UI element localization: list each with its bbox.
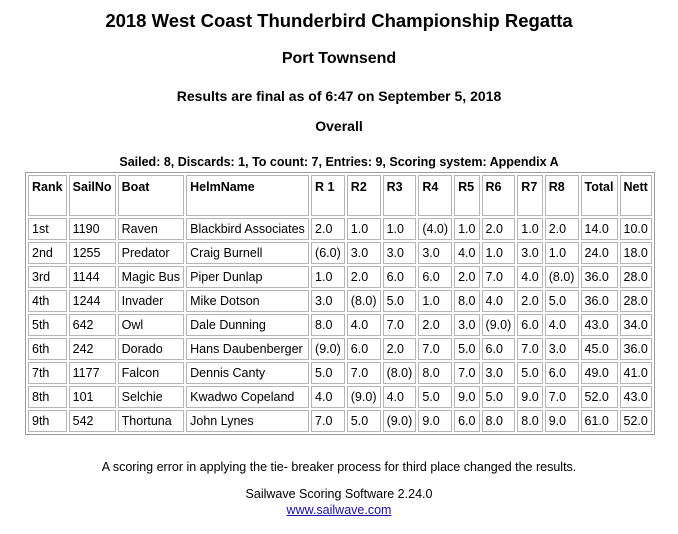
cell-r8: 7.0: [545, 386, 579, 408]
cell-r8: 4.0: [545, 314, 579, 336]
cell-sailno: 1244: [69, 290, 116, 312]
cell-r1: 5.0: [311, 362, 345, 384]
cell-r2: (8.0): [347, 290, 381, 312]
cell-r7: 1.0: [517, 218, 542, 240]
cell-helmname: Blackbird Associates: [186, 218, 309, 240]
results-body: [28, 218, 652, 432]
header-rank: Rank: [28, 175, 67, 216]
cell-total: 24.0: [581, 242, 618, 264]
cell-r4: 5.0: [418, 386, 452, 408]
header-r3: R3: [383, 175, 417, 216]
cell-r5: 9.0: [454, 386, 479, 408]
cell-r6: 6.0: [482, 338, 516, 360]
cell-r5: 3.0: [454, 314, 479, 336]
cell-helmname: Craig Burnell: [186, 242, 309, 264]
cell-r1: (9.0): [311, 338, 345, 360]
header-r1: R 1: [311, 175, 345, 216]
cell-sailno: 242: [69, 338, 116, 360]
cell-r2: 2.0: [347, 266, 381, 288]
cell-total: 43.0: [581, 314, 618, 336]
cell-r8: 6.0: [545, 362, 579, 384]
cell-r8: (8.0): [545, 266, 579, 288]
cell-r3: 3.0: [383, 242, 417, 264]
cell-sailno: 1144: [69, 266, 116, 288]
cell-r2: 4.0: [347, 314, 381, 336]
cell-r5: 1.0: [454, 218, 479, 240]
cell-r8: 2.0: [545, 218, 579, 240]
cell-r6: 5.0: [482, 386, 516, 408]
cell-sailno: 1255: [69, 242, 116, 264]
cell-boat: Owl: [118, 314, 184, 336]
table-row: [28, 218, 652, 240]
cell-r8: 9.0: [545, 410, 579, 432]
cell-boat: Invader: [118, 290, 184, 312]
table-row: [28, 242, 652, 264]
cell-sailno: 1177: [69, 362, 116, 384]
table-row: [28, 338, 652, 360]
header-r4: R4: [418, 175, 452, 216]
cell-r4: 1.0: [418, 290, 452, 312]
cell-r2: 3.0: [347, 242, 381, 264]
cell-sailno: 642: [69, 314, 116, 336]
cell-boat: Selchie: [118, 386, 184, 408]
cell-total: 45.0: [581, 338, 618, 360]
results-table: [25, 172, 655, 435]
cell-helmname: Dennis Canty: [186, 362, 309, 384]
cell-r1: 3.0: [311, 290, 345, 312]
cell-r6: 3.0: [482, 362, 516, 384]
cell-r4: 8.0: [418, 362, 452, 384]
scoring-summary: Sailed: 8, Discards: 1, To count: 7, Entries: 9, Scoring system: Appendix A: [119, 155, 559, 169]
cell-r2: 6.0: [347, 338, 381, 360]
header-r5: R5: [454, 175, 479, 216]
cell-nett: 41.0: [620, 362, 653, 384]
cell-rank: 7th: [28, 362, 67, 384]
table-row: [28, 410, 652, 432]
cell-r7: 2.0: [517, 290, 542, 312]
cell-r4: 2.0: [418, 314, 452, 336]
header-boat: Boat: [118, 175, 184, 216]
cell-total: 61.0: [581, 410, 618, 432]
cell-nett: 52.0: [620, 410, 653, 432]
header-r7: R7: [517, 175, 542, 216]
cell-total: 36.0: [581, 266, 618, 288]
header-total: Total: [581, 175, 618, 216]
header-r6: R6: [482, 175, 516, 216]
header-r2: R2: [347, 175, 381, 216]
cell-sailno: 1190: [69, 218, 116, 240]
cell-r6: 2.0: [482, 218, 516, 240]
cell-r3: (9.0): [383, 410, 417, 432]
cell-boat: Falcon: [118, 362, 184, 384]
cell-r1: 1.0: [311, 266, 345, 288]
results-status: Results are final as of 6:47 on September 5, 2018: [176, 88, 502, 104]
section-heading: Overall: [315, 118, 363, 134]
cell-helmname: Kwadwo Copeland: [186, 386, 309, 408]
cell-total: 36.0: [581, 290, 618, 312]
cell-r4: 9.0: [418, 410, 452, 432]
cell-helmname: Hans Daubenberger: [186, 338, 309, 360]
scoring-note: A scoring error in applying the tie- breaker process for third place changed the results.: [101, 460, 577, 474]
cell-r3: 6.0: [383, 266, 417, 288]
cell-helmname: Dale Dunning: [186, 314, 309, 336]
cell-r8: 5.0: [545, 290, 579, 312]
cell-r3: (8.0): [383, 362, 417, 384]
cell-r2: (9.0): [347, 386, 381, 408]
cell-nett: 43.0: [620, 386, 653, 408]
cell-nett: 18.0: [620, 242, 653, 264]
cell-r5: 4.0: [454, 242, 479, 264]
cell-r3: 4.0: [383, 386, 417, 408]
cell-rank: 4th: [28, 290, 67, 312]
cell-r6: 1.0: [482, 242, 516, 264]
cell-r8: 3.0: [545, 338, 579, 360]
table-row: [28, 362, 652, 384]
cell-r2: 5.0: [347, 410, 381, 432]
cell-r7: 4.0: [517, 266, 542, 288]
table-header-row: [28, 175, 652, 216]
cell-nett: 34.0: [620, 314, 653, 336]
cell-boat: Magic Bus: [118, 266, 184, 288]
cell-rank: 9th: [28, 410, 67, 432]
cell-helmname: Mike Dotson: [186, 290, 309, 312]
cell-r7: 8.0: [517, 410, 542, 432]
table-row: [28, 266, 652, 288]
cell-r1: 8.0: [311, 314, 345, 336]
website-link-container: [0, 503, 678, 517]
header-helmname: HelmName: [186, 175, 309, 216]
cell-r1: 7.0: [311, 410, 345, 432]
cell-r7: 5.0: [517, 362, 542, 384]
cell-rank: 5th: [28, 314, 67, 336]
cell-r6: 7.0: [482, 266, 516, 288]
sailwave-link[interactable]: www.sailwave.com: [286, 503, 392, 517]
cell-r6: (9.0): [482, 314, 516, 336]
cell-r3: 2.0: [383, 338, 417, 360]
cell-r6: 4.0: [482, 290, 516, 312]
cell-r4: 3.0: [418, 242, 452, 264]
cell-sailno: 542: [69, 410, 116, 432]
cell-r3: 5.0: [383, 290, 417, 312]
cell-nett: 28.0: [620, 266, 653, 288]
cell-r7: 6.0: [517, 314, 542, 336]
cell-r4: (4.0): [418, 218, 452, 240]
cell-r3: 7.0: [383, 314, 417, 336]
cell-r7: 7.0: [517, 338, 542, 360]
header-r8: R8: [545, 175, 579, 216]
cell-r5: 8.0: [454, 290, 479, 312]
cell-r3: 1.0: [383, 218, 417, 240]
cell-helmname: Piper Dunlap: [186, 266, 309, 288]
cell-r4: 7.0: [418, 338, 452, 360]
cell-total: 49.0: [581, 362, 618, 384]
cell-r6: 8.0: [482, 410, 516, 432]
cell-helmname: John Lynes: [186, 410, 309, 432]
cell-total: 52.0: [581, 386, 618, 408]
cell-r1: (6.0): [311, 242, 345, 264]
cell-rank: 3rd: [28, 266, 67, 288]
header-nett: Nett: [620, 175, 653, 216]
cell-rank: 8th: [28, 386, 67, 408]
table-row: [28, 386, 652, 408]
venue-heading: Port Townsend: [281, 50, 397, 67]
cell-r5: 5.0: [454, 338, 479, 360]
cell-r8: 1.0: [545, 242, 579, 264]
cell-rank: 1st: [28, 218, 67, 240]
cell-r7: 9.0: [517, 386, 542, 408]
cell-total: 14.0: [581, 218, 618, 240]
table-row: [28, 314, 652, 336]
table-row: [28, 290, 652, 312]
cell-r4: 6.0: [418, 266, 452, 288]
cell-r5: 2.0: [454, 266, 479, 288]
cell-boat: Dorado: [118, 338, 184, 360]
page-title: 2018 West Coast Thunderbird Championship Regatta: [105, 10, 573, 31]
cell-boat: Predator: [118, 242, 184, 264]
cell-boat: Thortuna: [118, 410, 184, 432]
cell-rank: 2nd: [28, 242, 67, 264]
header-sailno: SailNo: [69, 175, 116, 216]
cell-rank: 6th: [28, 338, 67, 360]
cell-r7: 3.0: [517, 242, 542, 264]
cell-r1: 4.0: [311, 386, 345, 408]
cell-r1: 2.0: [311, 218, 345, 240]
cell-r2: 7.0: [347, 362, 381, 384]
cell-nett: 36.0: [620, 338, 653, 360]
cell-r5: 7.0: [454, 362, 479, 384]
cell-sailno: 101: [69, 386, 116, 408]
software-credit: Sailwave Scoring Software 2.24.0: [245, 487, 433, 501]
cell-nett: 28.0: [620, 290, 653, 312]
cell-nett: 10.0: [620, 218, 653, 240]
cell-boat: Raven: [118, 218, 184, 240]
cell-r2: 1.0: [347, 218, 381, 240]
cell-r5: 6.0: [454, 410, 479, 432]
